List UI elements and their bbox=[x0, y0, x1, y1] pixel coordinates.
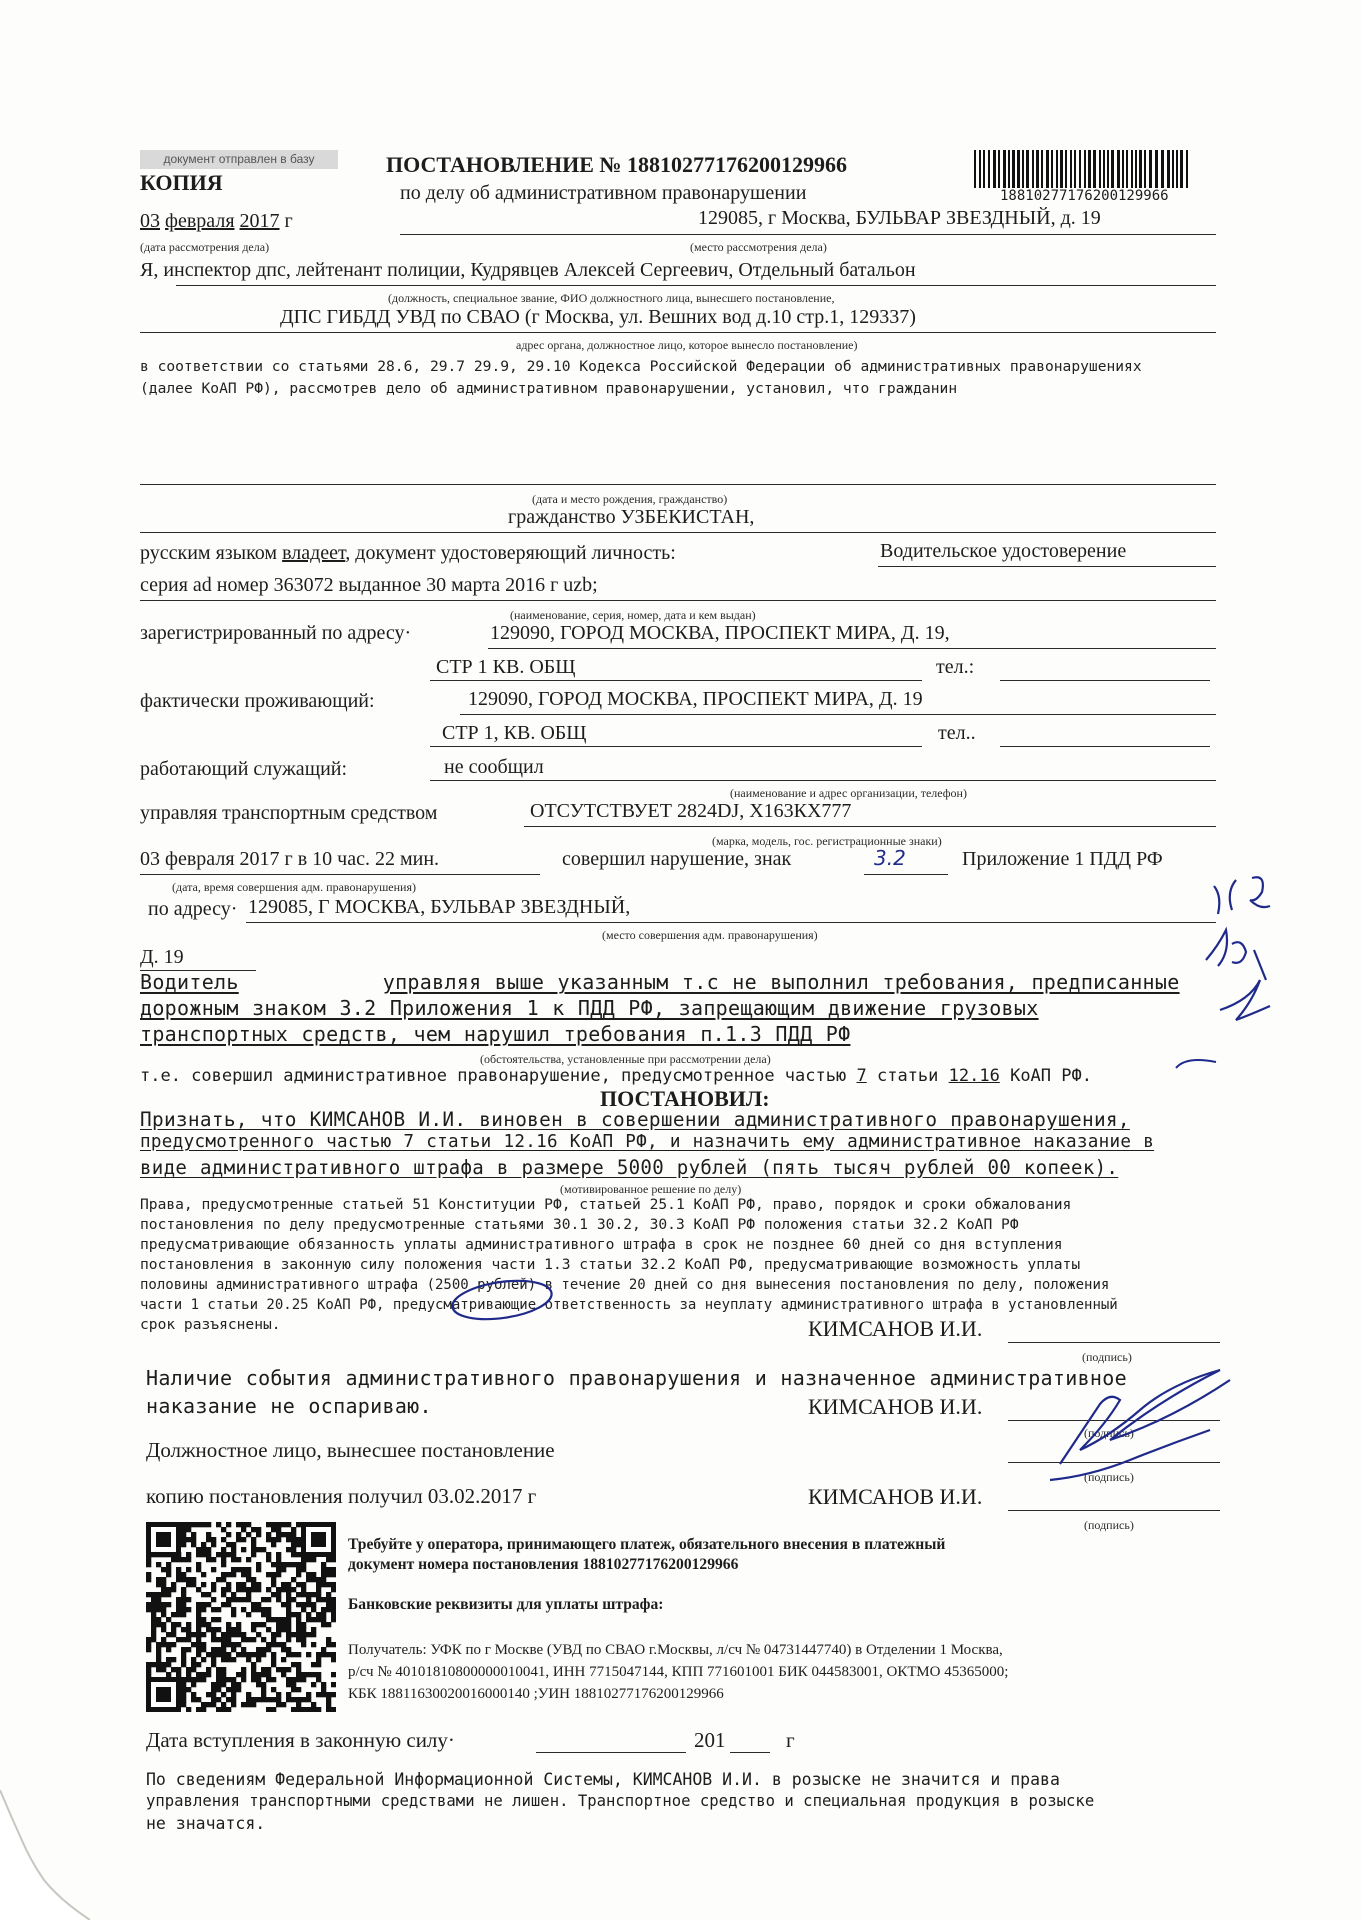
barcode-bar bbox=[1041, 150, 1043, 188]
language-line: русским языком владеет, документ удостоверяющий личность: bbox=[140, 542, 676, 564]
rights-line-5: половины административного штрафа (2500 рублей) в течение 20 дней со дня вынесения постановления по делу, положения bbox=[140, 1277, 1110, 1293]
barcode-bar bbox=[1135, 150, 1137, 188]
barcode-bar bbox=[1131, 150, 1133, 188]
law-line-1: в соответствии со статьями 28.6, 29.7 29.9, 29.10 Кодекса Российской Федерации об административных правонарушениях bbox=[140, 358, 1142, 375]
barcode-bar bbox=[1186, 150, 1188, 188]
violation-address: 129085, Г МОСКВА, БУЛЬВАР ЗВЕЗДНЫЙ, bbox=[248, 896, 631, 918]
barcode-bar bbox=[1022, 150, 1024, 188]
circumstances-line-1: Водитель управляя выше указанным т.с не выполнил требования, предписанные bbox=[140, 970, 1180, 994]
caption-signature-2: (подпись) bbox=[1084, 1426, 1134, 1440]
violation-committed: совершил нарушение, знак bbox=[562, 848, 792, 870]
appendix-text: Приложение 1 ПДД РФ bbox=[962, 848, 1163, 870]
barcode-bar bbox=[1060, 150, 1063, 188]
payment-demand-1: Требуйте у оператора, принимающего платеж, обязательного внесения в платежный bbox=[348, 1536, 946, 1553]
barcode-bar bbox=[1107, 150, 1109, 188]
barcode-bar bbox=[974, 150, 976, 188]
caption-decision: (мотивированное решение по делу) bbox=[560, 1182, 742, 1196]
barcode-bar bbox=[1155, 150, 1158, 188]
rights-line-3: предусматривающие обязанность уплаты административного штрафа в срок не позднее 60 дней со дня вступления bbox=[140, 1236, 1063, 1253]
barcode-bar bbox=[1161, 150, 1164, 188]
caption-date: (дата рассмотрения дела) bbox=[140, 240, 270, 254]
barcode-bar bbox=[1117, 150, 1120, 188]
copy-mark: КОПИЯ bbox=[140, 170, 223, 195]
article-line: т.е. совершил административное правонарушение, предусмотренное частью 7 статьи 12.16 КоАП РФ. bbox=[140, 1066, 1092, 1086]
barcode-bar bbox=[1167, 150, 1170, 188]
barcode-bar bbox=[1032, 150, 1034, 188]
sign-number: 3.2 bbox=[874, 846, 906, 870]
caption-circumstances: (обстоятельства, установленные при рассмотрении дела) bbox=[480, 1052, 771, 1066]
barcode-bar bbox=[988, 150, 990, 188]
barcode-bar bbox=[1149, 150, 1152, 188]
caption-signature-3: (подпись) bbox=[1084, 1470, 1134, 1484]
caption-work: (наименование и адрес организации, телефон) bbox=[730, 786, 967, 800]
agreement-line-1: Наличие события административного правонарушения и назначенное административное bbox=[146, 1366, 1127, 1390]
barcode bbox=[974, 150, 1192, 188]
copy-received: копию постановления получил 03.02.2017 г bbox=[146, 1484, 537, 1508]
rights-line-2: постановления по делу предусмотренные статьями 30.1 30.2, 30.3 КоАП РФ положения статьи 32.2 КоАП РФ bbox=[140, 1216, 1019, 1233]
barcode-bar bbox=[1126, 150, 1128, 188]
torn-corner bbox=[0, 1790, 90, 1920]
caption-datetime: (дата, время совершения адм. правонарушения) bbox=[172, 880, 416, 894]
margin-note-verno bbox=[1206, 930, 1270, 1020]
barcode-bar bbox=[1099, 150, 1101, 188]
vehicle-label: управляя транспортным средством bbox=[140, 802, 438, 824]
barcode-bar bbox=[1139, 150, 1142, 188]
barcode-bar bbox=[1046, 150, 1049, 188]
barcode-bar bbox=[1180, 150, 1183, 188]
rights-line-1: Права, предусмотренные статьей 51 Конституции РФ, статьей 25.1 КоАП РФ, право, порядок и сроки обжалования bbox=[140, 1196, 1072, 1213]
caption-place: (место рассмотрения дела) bbox=[690, 240, 827, 254]
residence-address: 129090, ГОРОД МОСКВА, ПРОСПЕКТ МИРА, Д. 19 bbox=[468, 688, 923, 710]
violation-address-label: по адресу· bbox=[148, 898, 238, 920]
barcode-bar bbox=[1065, 150, 1067, 188]
agreement-signer: КИМСАНОВ И.И. bbox=[808, 1394, 983, 1419]
effective-year: 201 bbox=[694, 1728, 726, 1752]
barcode-bar bbox=[993, 150, 996, 188]
decision-line-2: предусмотренного частью 7 статьи 12.16 КоАП РФ, и назначить ему административное наказание в bbox=[140, 1132, 1155, 1152]
caption-inspector: (должность, специальное звание, ФИО должностного лица, вынесшего постановление, bbox=[388, 291, 835, 305]
recipient-line-2: р/сч № 40101810800000010041, ИНН 7715047144, КПП 771601001 БИК 044583001, ОКТМО 45365000; bbox=[348, 1664, 1009, 1680]
rights-signer: КИМСАНОВ И.И. bbox=[808, 1316, 983, 1341]
recipient-line-3: КБК 18811630020016000140 ;УИН 18810277176200129966 bbox=[348, 1686, 724, 1702]
rights-line-4: постановления в законную силу положения части 1.3 статьи 32.2 КоАП РФ, предусматривающие возможность уплаты bbox=[140, 1256, 1081, 1273]
barcode-bar bbox=[1093, 150, 1096, 188]
barcode-bar bbox=[1084, 150, 1086, 188]
barcode-bar bbox=[1026, 150, 1029, 188]
bank-heading: Банковские реквизиты для уплаты штрафа: bbox=[348, 1596, 664, 1613]
barcode-bar bbox=[1036, 150, 1039, 188]
agreement-line-2: наказание не оспариваю. bbox=[146, 1394, 432, 1418]
rights-line-7: срок разъяснены. bbox=[140, 1316, 281, 1333]
inspector-unit: ДПС ГИБДД УВД по СВАО (г Москва, ул. Вешних вод д.10 стр.1, 129337) bbox=[280, 306, 916, 328]
document-title: ПОСТАНОВЛЕНИЕ № 18810277176200129966 bbox=[386, 152, 847, 177]
violation-address-2: Д. 19 bbox=[140, 946, 184, 968]
barcode-bar bbox=[1017, 150, 1020, 188]
fis-line-3: не значатся. bbox=[146, 1814, 266, 1833]
fis-line-2: управления транспортными средствами не лишен. Транспортное средство и специальная продукция в розыске bbox=[146, 1792, 1095, 1810]
barcode-bar bbox=[1144, 150, 1146, 188]
effective-date-label: Дата вступления в законную силу· bbox=[146, 1728, 455, 1752]
fis-line-1: По сведениям Федеральной Информационной Системы, КИМСАНОВ И.И. в розыске не значится и права bbox=[146, 1770, 1060, 1789]
barcode-bar bbox=[1056, 150, 1058, 188]
decision-heading: ПОСТАНОВИЛ: bbox=[600, 1086, 770, 1111]
work-label: работающий служащий: bbox=[140, 758, 348, 780]
received-signer: КИМСАНОВ И.И. bbox=[808, 1484, 983, 1509]
caption-signature-1: (подпись) bbox=[1082, 1350, 1132, 1364]
violation-datetime: 03 февраля 2017 г в 10 час. 22 мин. bbox=[140, 848, 440, 870]
barcode-bar bbox=[1079, 150, 1081, 188]
barcode-bar bbox=[1103, 150, 1105, 188]
barcode-bar bbox=[1172, 150, 1174, 188]
caption-document: (наименование, серия, номер, дата и кем выдан) bbox=[510, 608, 756, 622]
barcode-bar bbox=[1070, 150, 1072, 188]
residence-label: фактически проживающий: bbox=[140, 690, 375, 712]
barcode-number: 18810277176200129966 bbox=[1000, 188, 1169, 204]
decision-line-3: виде административного штрафа в размере 5000 рублей (пять тысяч рублей 00 копеек). bbox=[140, 1156, 1119, 1179]
official-label: Должностное лицо, вынесшее постановление bbox=[146, 1438, 555, 1462]
barcode-bar bbox=[1051, 150, 1053, 188]
citizenship: гражданство УЗБЕКИСТАН, bbox=[508, 506, 755, 528]
barcode-bar bbox=[1074, 150, 1076, 188]
barcode-bar bbox=[979, 150, 981, 188]
decision-place: 129085, г Москва, БУЛЬВАР ЗВЕЗДНЫЙ, д. 19 bbox=[698, 207, 1101, 229]
barcode-bar bbox=[1008, 150, 1010, 188]
recipient-line-1: Получатель: УФК по г Москве (УВД по СВАО г.Москвы, л/сч № 04731447740) в Отделении 1 Москва, bbox=[348, 1642, 1003, 1658]
barcode-bar bbox=[1176, 150, 1178, 188]
sent-to-database-stamp: документ отправлен в базу bbox=[140, 150, 338, 169]
caption-signature-4: (подпись) bbox=[1084, 1518, 1134, 1532]
document-type: Водительское удостоверение bbox=[880, 540, 1127, 562]
caption-vehicle: (марка, модель, гос. регистрационные знаки) bbox=[712, 834, 942, 848]
payment-demand-2: документ номера постановления 18810277176200129966 bbox=[348, 1556, 739, 1573]
barcode-bar bbox=[1122, 150, 1124, 188]
phone-label-2: тел.. bbox=[938, 722, 976, 744]
barcode-bar bbox=[1111, 150, 1114, 188]
circumstances-line-3: транспортных средств, чем нарушил требования п.1.3 ПДД РФ bbox=[140, 1022, 851, 1046]
registered-label: зарегистрированный по адресу· bbox=[140, 622, 412, 644]
margin-note-tail bbox=[1176, 1060, 1216, 1068]
effective-year-suffix: г bbox=[786, 1728, 795, 1752]
caption-birth: (дата и место рождения, гражданство) bbox=[532, 492, 728, 506]
barcode-bar bbox=[983, 150, 985, 188]
caption-authority: адрес органа, должностное лицо, которое вынесло постановление) bbox=[516, 338, 858, 352]
barcode-bar bbox=[1003, 150, 1006, 188]
residence-address-2: СТР 1, КВ. ОБЩ bbox=[442, 722, 587, 744]
registered-address-2: СТР 1 КВ. ОБЩ bbox=[436, 656, 576, 678]
work-value: не сообщил bbox=[444, 756, 544, 778]
phone-label-1: тел.: bbox=[936, 656, 975, 678]
inspector-line: Я, инспектор дпс, лейтенант полиции, Кудрявцев Алексей Сергеевич, Отдельный батальон bbox=[140, 259, 916, 281]
law-line-2: (далее КоАП РФ), рассмотрев дело об административном правонарушении, установил, что гражданин bbox=[140, 380, 958, 397]
document-subtitle: по делу об административном правонарушении bbox=[400, 182, 807, 204]
decision-line-1: Признать, что КИМСАНОВ И.И. виновен в совершении административного правонарушения, bbox=[140, 1108, 1130, 1131]
barcode-bar bbox=[998, 150, 1000, 188]
registered-address: 129090, ГОРОД МОСКВА, ПРОСПЕКТ МИРА, Д. 19, bbox=[490, 622, 950, 644]
document-details: серия ad номер 363072 выданное 30 марта 2016 г uzb; bbox=[140, 574, 598, 596]
qr-code bbox=[146, 1522, 336, 1712]
barcode-bar bbox=[1012, 150, 1015, 188]
barcode-bar bbox=[1088, 150, 1091, 188]
rights-line-6: части 1 статьи 20.25 КоАП РФ, предусматривающие ответственность за неуплату административного штрафа в установленный bbox=[140, 1297, 1118, 1313]
circumstances-line-2: дорожным знаком 3.2 Приложения 1 к ПДД РФ, запрещающим движение грузовых bbox=[140, 996, 1039, 1020]
margin-note-correction bbox=[1214, 877, 1270, 914]
vehicle-value: ОТСУТСТВУЕТ 2824DJ, Х163КХ777 bbox=[530, 800, 852, 822]
caption-violation-address: (место совершения адм. правонарушения) bbox=[602, 928, 818, 942]
decision-date: 03 февраля 2017 г bbox=[140, 210, 293, 232]
